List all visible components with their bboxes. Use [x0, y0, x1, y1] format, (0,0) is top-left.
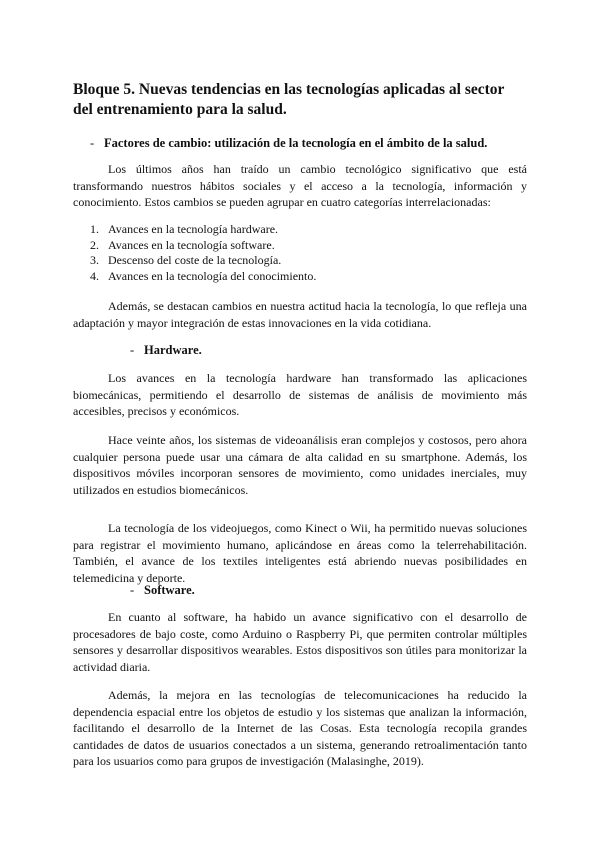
- section-heading-software: [130, 582, 195, 598]
- list-number: 1.: [90, 222, 99, 236]
- paragraph-hardware-3: La tecnología de los videojuegos, como Kinect o Wii, ha permitido nuevas soluciones para registrar el movimiento humano, aplicándose en áreas como la telerrehabilitación. También, el avance de los textiles inteligentes está abriendo nuevas posibilidades en telemedicina y deporte.: [73, 521, 527, 585]
- bullet-dash: -: [130, 583, 135, 597]
- bullet-dash: -: [90, 136, 95, 150]
- list-text: Avances en la tecnología software.: [108, 237, 275, 252]
- paragraph-intro: Los últimos años han traído un cambio tecnológico significativo que está transformando nuestros hábitos sociales y el acceso a la tecnología, información y conocimiento. Estos cambios se pueden agrupar en cuatro categorías interrelacionadas:: [73, 162, 527, 209]
- paragraph-closing: Además, se destacan cambios en nuestra actitud hacia la tecnología, lo que refleja una adaptación y mayor integración de estas innovaciones en la vida cotidiana.: [73, 299, 527, 330]
- paragraph-hardware-1: Los avances en la tecnología hardware han transformado las aplicaciones biomecánicas, permitiendo el desarrollo de sistemas de análisis de movimiento más accesibles, precisos y económicos.: [73, 371, 527, 418]
- list-item: [90, 238, 316, 254]
- list-item: [90, 253, 316, 269]
- bullet-dash: -: [130, 343, 135, 357]
- section-heading-text: Factores de cambio: utilización de la tecnología en el ámbito de la salud.: [104, 136, 488, 150]
- paragraph-software-2: Además, la mejora en las tecnologías de telecomunicaciones ha reducido la dependencia espacial entre los objetos de estudio y los sistemas que analizan la información, facilitando el desarrollo de la Internet de las Cosas. Esta tecnología recopila grandes cantidades de datos de usuarios conectados a un sistema, generando retroalimentación tanto para los usuarios como para grupos de investigación (Malasinghe, 2019).: [73, 688, 527, 768]
- categories-list: [90, 222, 316, 284]
- section-heading-hardware: [130, 342, 202, 358]
- list-item: [90, 269, 316, 285]
- list-number: 4.: [90, 268, 99, 283]
- section-heading-factores: [90, 135, 487, 151]
- section-heading-text: Hardware.: [144, 343, 202, 357]
- list-text: Avances en la tecnología hardware.: [108, 222, 279, 236]
- list-item: [90, 222, 316, 238]
- list-number: 3.: [90, 253, 99, 267]
- page-title: Bloque 5. Nuevas tendencias en las tecnologías aplicadas al sector del entrenamiento para la salud.: [73, 81, 505, 118]
- paragraph-software-1: En cuanto al software, ha habido un avance significativo con el desarrollo de procesadores de bajo coste, como Arduino o Raspberry Pi, que permiten controlar múltiples sensores y desarrollar dispositivos wearables. Estos dispositivos son útiles para monitorizar la actividad diaria.: [73, 610, 527, 674]
- list-text: Avances en la tecnología del conocimiento.: [108, 268, 317, 283]
- paragraph-hardware-2: Hace veinte años, los sistemas de videoanálisis eran complejos y costosos, pero ahora cualquier persona puede usar una cámara de alta calidad en su smartphone. Además, los dispositivos móviles incorporan sensores de movimiento, como unidades inerciales, muy utilizados en estudios biomecánicos.: [73, 433, 527, 497]
- list-text: Descenso del coste de la tecnología.: [108, 253, 282, 267]
- list-number: 2.: [90, 237, 99, 252]
- section-heading-text: Software.: [144, 583, 195, 597]
